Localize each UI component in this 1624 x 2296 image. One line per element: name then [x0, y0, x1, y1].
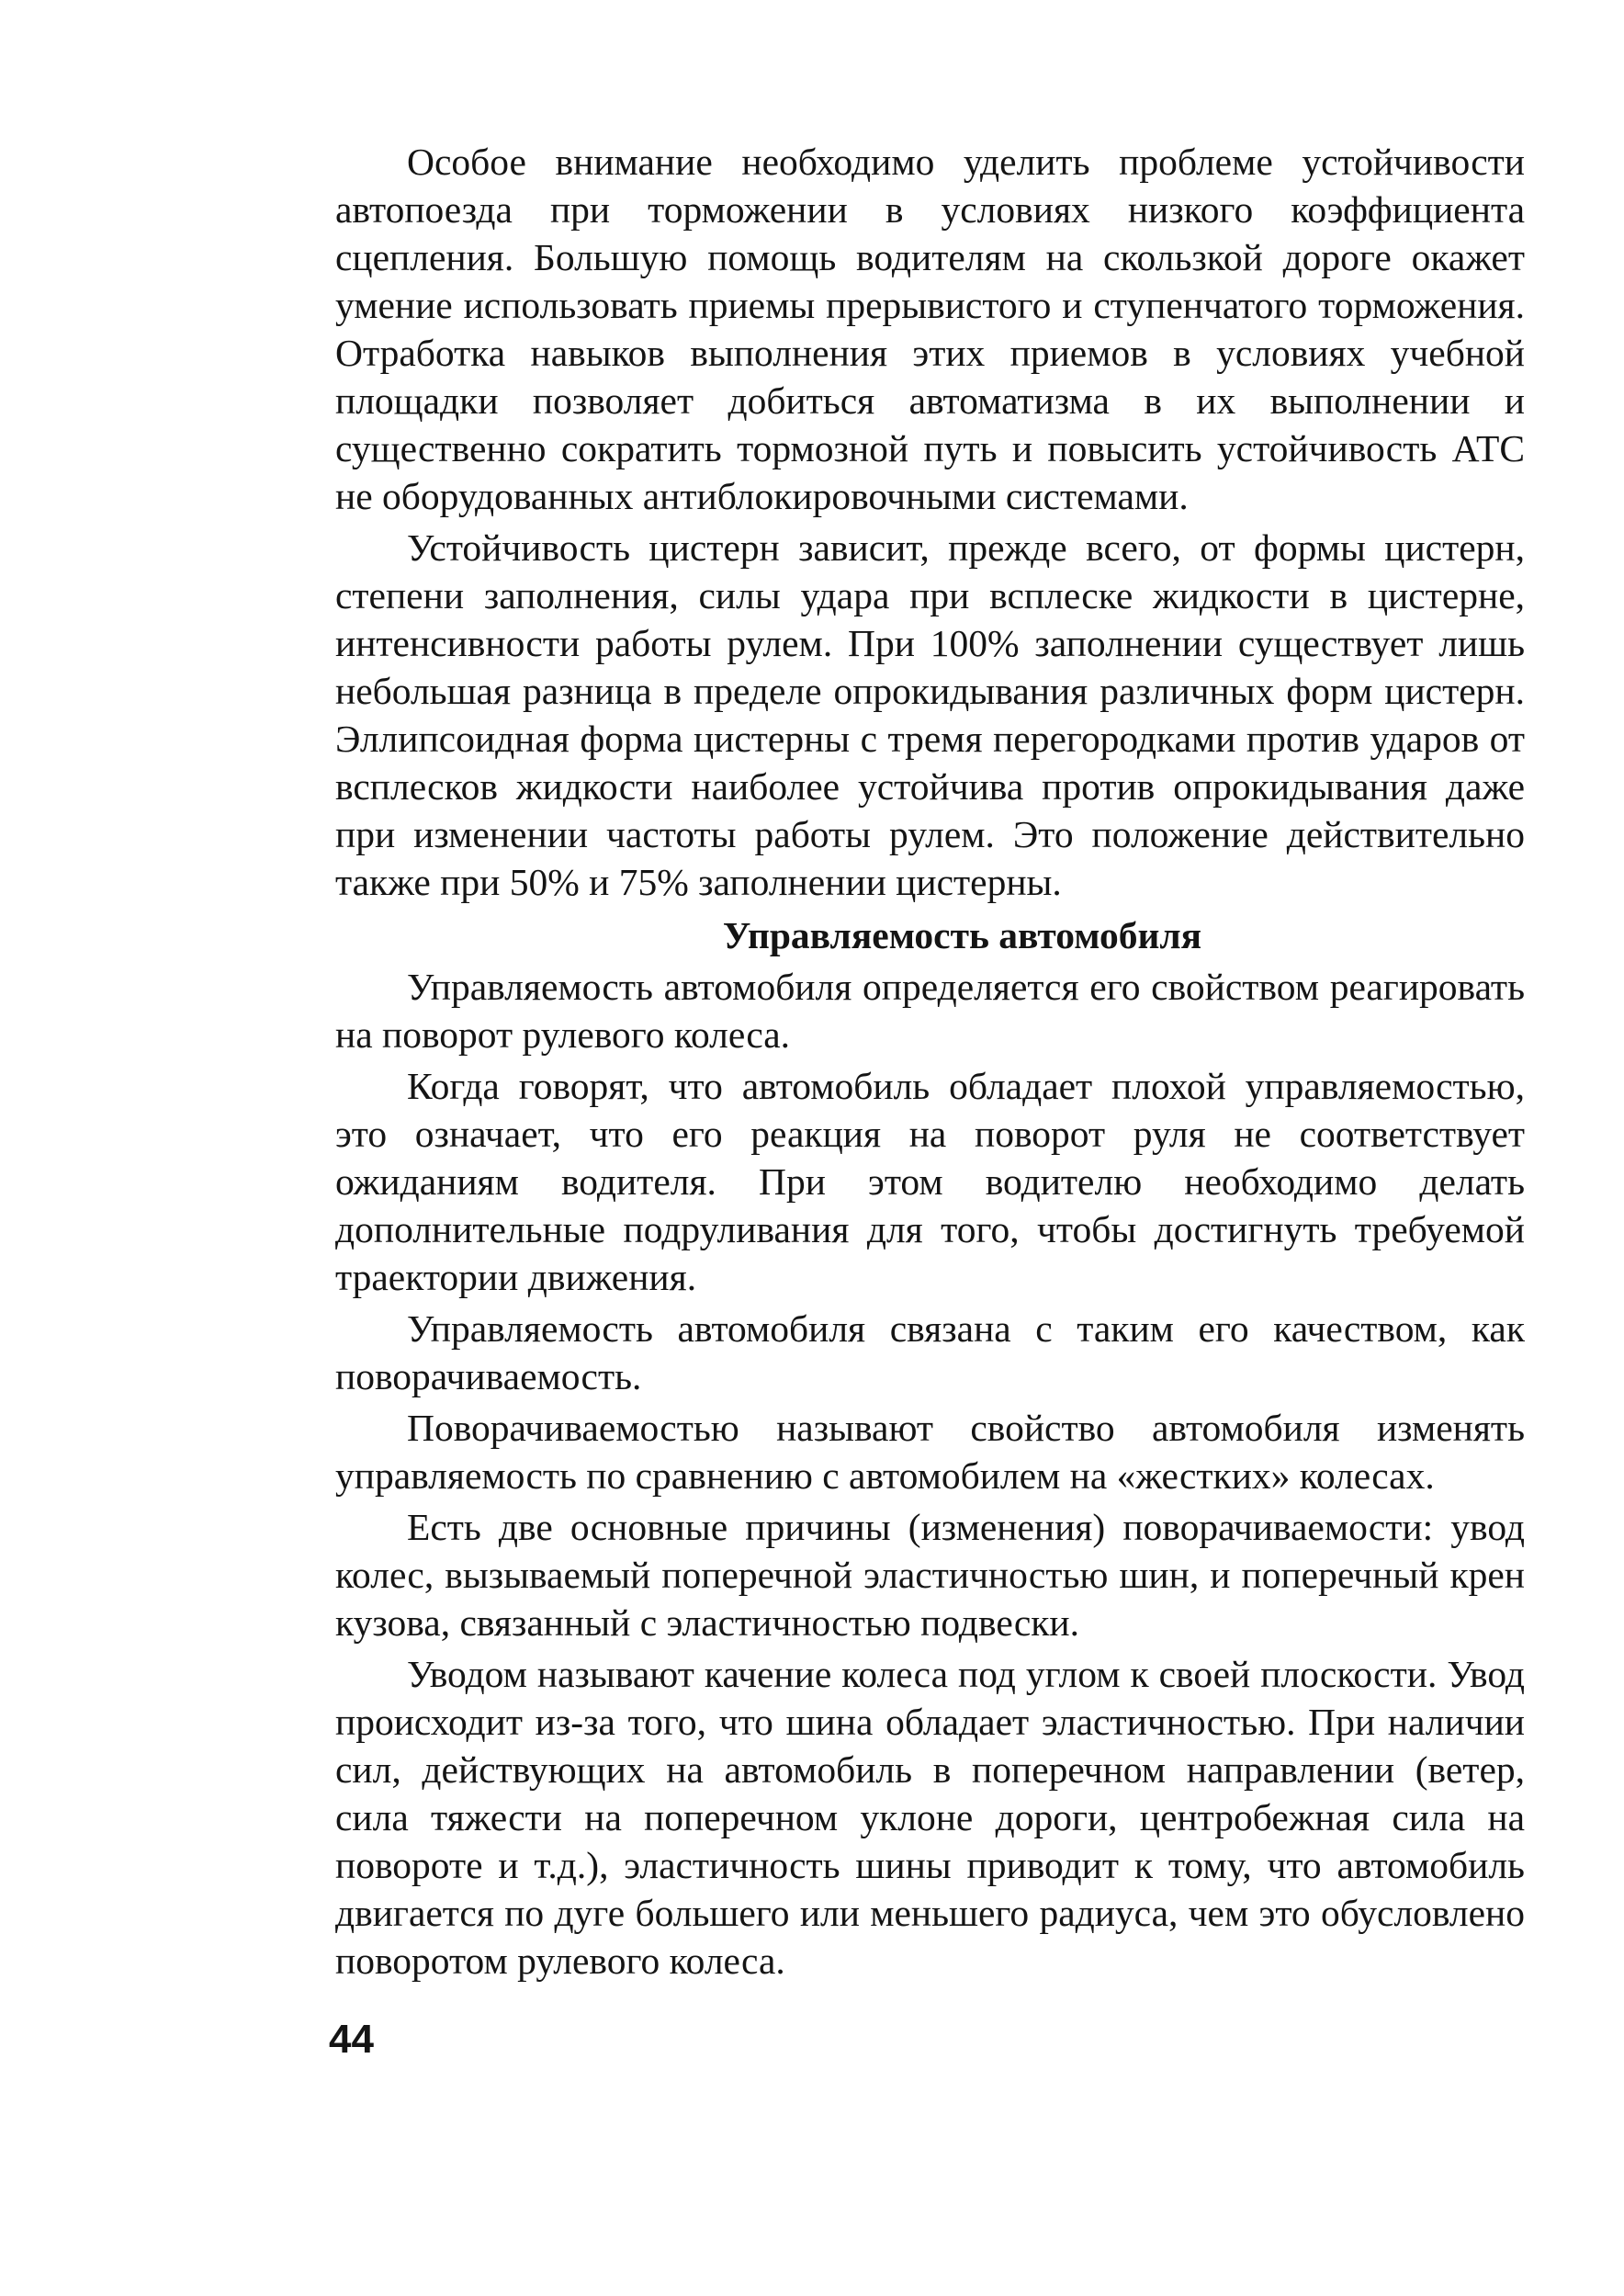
paragraph-handling-steerability: Управляемость автомобиля связана с таким его качеством, как поворачиваемость. — [335, 1307, 1525, 1397]
paragraph-poor-handling: Когда говорят, что автомобиль обладает плохой управляемостью, это означает, что его реакция на поворот руля не соответствует ожиданиям водителя. При этом водителю необходимо делать дополнительные подруливания для того, чтобы достигнуть требуемой траектории движения. — [335, 1065, 1525, 1298]
paragraph-steerability-causes: Есть две основные причины (изменения) поворачиваемости: увод колес, вызываемый поперечной эластичностью шин, и поперечный крен кузова, связанный с эластичностью подвески. — [335, 1506, 1525, 1644]
page-text-block — [335, 138, 1525, 1988]
paragraph-steerability-definition: Поворачиваемостью называют свойство автомобиля изменять управляемость по сравнению с автомобилем на «жестких» колесах. — [335, 1407, 1525, 1497]
section-heading: Управляемость автомобиля — [722, 914, 1202, 956]
paragraph-handling-definition: Управляемость автомобиля определяется его свойством реагировать на поворот рулевого колеса. — [335, 966, 1525, 1056]
page-number: 44 — [329, 2017, 374, 2062]
paragraph-braking-stability: Особое внимание необходимо уделить проблеме устойчивости автопоезда при торможении в условиях низкого коэффициента сцепления. Большую помощь водителям на скользкой дороге окажет умение использовать приемы прерывистого и ступенчатого торможения. Отработка навыков выполнения этих приемов в условиях учебной площадки позволяет добиться автоматизма в их выполнении и существенно сократить тормозной путь и повысить устойчивость АТС не оборудованных антиблокировочными системами. — [335, 141, 1525, 517]
paragraph-tank-stability: Устойчивость цистерн зависит, прежде всего, от формы цистерн, степени заполнения, силы удара при всплеске жидкости в цистерне, интенсивности работы рулем. При 100% заполнении существует лишь небольшая разница в пределе опрокидывания различных форм цистерн. Эллипсоидная форма цистерны с тремя перегородками против ударов от всплесков жидкости наиболее устойчива против опрокидывания даже при изменении частоты работы рулем. Это положение действительно также при 50% и 75% заполнении цистерны. — [335, 526, 1525, 903]
paragraph-slip-angle: Уводом называют качение колеса под углом к своей плоскости. Увод происходит из-за того, что шина обладает эластичностью. При наличии сил, действующих на автомобиль в поперечном направлении (ветер, сила тяжести на поперечном уклоне дороги, центробежная сила на повороте и т.д.), эластичность шины приводит к тому, что автомобиль двигается по дуге большего или меньшего радиуса, чем это обусловлено поворотом рулевого колеса. — [335, 1653, 1525, 1982]
